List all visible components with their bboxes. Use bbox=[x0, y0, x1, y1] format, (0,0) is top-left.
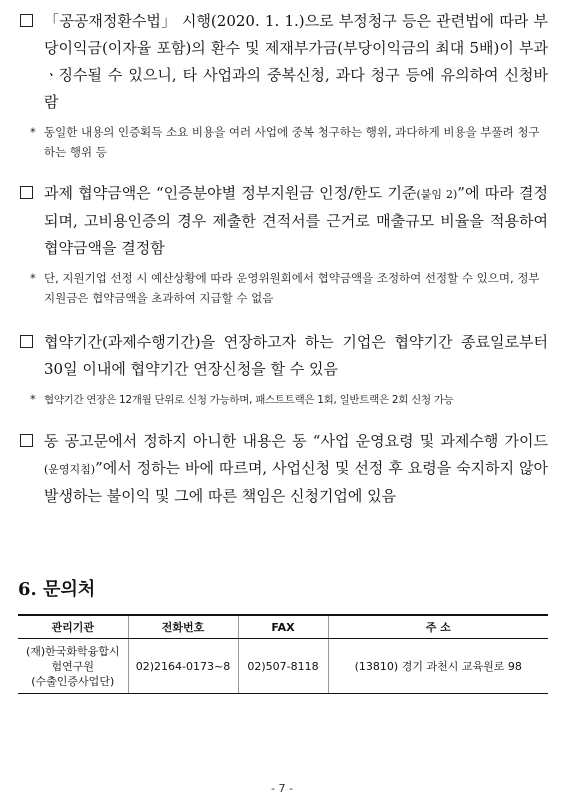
section-2-attachment-ref: (붙임 2) bbox=[416, 188, 458, 201]
section-2-text-a: 과제 협약금액은 “인증분야별 정부지원금 인정/한도 기준 bbox=[44, 184, 417, 202]
notice-section-4 bbox=[18, 428, 548, 510]
table-row bbox=[18, 639, 548, 694]
section-3-note: 협약기간 연장은 12개월 단위로 신청 가능하며, 패스트트랙은 1회, 일반트랙은 2회 신청 가능 bbox=[44, 394, 454, 406]
checkbox-square-icon bbox=[20, 434, 33, 447]
organization-line-2: 험연구원 bbox=[51, 659, 94, 673]
notice-section-2 bbox=[18, 180, 548, 308]
fax-cell: 02)507-8118 bbox=[238, 639, 328, 694]
checkbox-square-icon bbox=[20, 14, 33, 27]
address-cell: (13810) 경기 과천시 교육원로 98 bbox=[328, 639, 548, 694]
section-4-guide-ref: (운영지침) bbox=[44, 463, 96, 476]
asterisk-icon: * bbox=[30, 271, 36, 285]
asterisk-icon: * bbox=[30, 392, 36, 406]
section-2-text-c: ”에 따라 결정되며, 고비용인증의 경우 제출한 견적서를 근거로 매출규모 비율을 적용하여 협약금액을 결정함 bbox=[44, 184, 548, 257]
organization-line-3: (수출인증사업단) bbox=[31, 674, 115, 688]
contact-table bbox=[18, 614, 548, 694]
section-4-text-c: ”에서 정하는 바에 따르며, 사업신청 및 선정 후 요령을 숙지하지 않아 발생하는 불이익 및 그에 따른 책임은 신청기업에 있음 bbox=[44, 459, 548, 505]
page-number: - 7 - bbox=[271, 782, 293, 795]
section-2-note: 단, 지원기업 선정 시 예산상황에 따라 운영위원회에서 협약금액을 조정하여 선정할 수 있으며, 정부지원금은 협약금액을 초과하여 지급할 수 없음 bbox=[44, 271, 540, 305]
phone-cell: 02)2164-0173~8 bbox=[128, 639, 238, 694]
section-1-text: 「공공재정환수법」 시행(2020. 1. 1.)으로 부정청구 등은 관련법에 따라 부당이익금(이자율 포함)의 환수 및 제재부가금(부당이익금의 최대 5배)이 부과ㆍ징수될 수 있으니, 타 사업과의 중복신청, 과다 청구 등에 유의하여 신청바람 bbox=[44, 12, 548, 111]
section-1-note: 동일한 내용의 인증획득 소요 비용을 여러 사업에 중복 청구하는 행위, 과다하게 비용을 부풀려 청구하는 행위 등 bbox=[44, 125, 540, 159]
header-address: 주 소 bbox=[328, 615, 548, 639]
notice-section-1 bbox=[18, 8, 548, 162]
header-organization: 관리기관 bbox=[18, 615, 128, 639]
section-3-text: 협약기간(과제수행기간)을 연장하고자 하는 기업은 협약기간 종료일로부터 30일 이내에 협약기간 연장신청을 할 수 있음 bbox=[44, 333, 548, 378]
organization-line-1: (재)한국화학융합시 bbox=[25, 644, 120, 658]
asterisk-icon: * bbox=[30, 125, 36, 139]
checkbox-square-icon bbox=[20, 186, 33, 199]
checkbox-square-icon bbox=[20, 335, 33, 348]
header-phone: 전화번호 bbox=[128, 615, 238, 639]
header-fax: FAX bbox=[238, 615, 328, 639]
table-header-row bbox=[18, 615, 548, 639]
notice-section-3 bbox=[18, 329, 548, 410]
section-4-text-a: 동 공고문에서 정하지 아니한 내용은 동 “사업 운영요령 및 과제수행 가이드 bbox=[44, 432, 548, 450]
organization-cell bbox=[18, 639, 128, 694]
contact-heading: 6. 문의처 bbox=[18, 579, 96, 600]
